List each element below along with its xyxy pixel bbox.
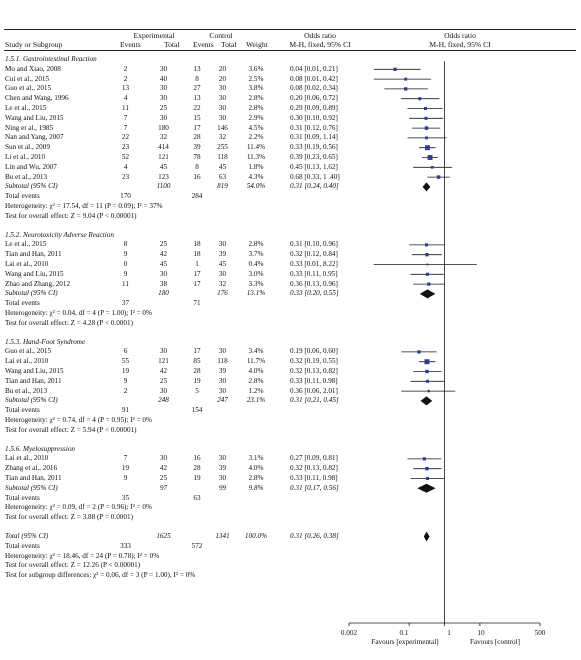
row-study-label: Le et al., 2015 bbox=[5, 240, 47, 249]
odds-ratio-cell: 0.29 [0.09, 0.89] bbox=[290, 104, 338, 112]
favours-experimental-label: Favours [experimental] bbox=[371, 638, 439, 646]
weight-cell: 2.2% bbox=[248, 133, 264, 142]
odds-ratio-cell: 0.32 [0.19, 0.55] bbox=[290, 357, 338, 366]
ctrl-events-cell: 28 bbox=[193, 367, 201, 375]
exp-total-cell: 30 bbox=[159, 454, 168, 463]
odds-ratio-cell: 0.39 [0.23, 0.65] bbox=[290, 153, 338, 161]
exp-events-cell: 19 bbox=[121, 464, 130, 473]
row-test-label: Test for overall effect: Z = 3.88 (P = 0.0001) bbox=[5, 513, 133, 522]
row-test-label: Test for overall effect: Z = 9.04 (P < 0.00001) bbox=[5, 211, 137, 220]
exp-total-cell: 30 bbox=[159, 269, 168, 278]
row-het-label: Heterogeneity: χ² = 0.74, df = 4 (P = 0.95); I² = 0% bbox=[5, 416, 153, 424]
odds-ratio-cell: 0.31 [0.10, 0.96] bbox=[290, 240, 338, 249]
tick-label-0: 0.002 bbox=[340, 629, 358, 637]
weight-cell: 2.8% bbox=[248, 94, 264, 103]
study-point bbox=[417, 350, 420, 353]
row-study-label: Tian and Han, 2011 bbox=[5, 376, 62, 385]
row-study-label: Bu et al., 2013 bbox=[5, 386, 48, 395]
weight-cell: 3.3% bbox=[248, 279, 264, 288]
study-column-header: Study or Subgroup bbox=[5, 40, 63, 49]
ctrl-events-cell: 27 bbox=[193, 84, 201, 93]
exp-events-cell: 13 bbox=[121, 84, 130, 93]
tick-label-1: 0.1 bbox=[399, 629, 409, 637]
study-point bbox=[418, 97, 421, 100]
odds-ratio-cell: 0.33 [0.01, 8.22] bbox=[290, 260, 338, 268]
or-header-method: M-H, fixed, 95% CI bbox=[289, 40, 351, 49]
ctrl-total-cell: 30 bbox=[218, 376, 227, 385]
weight-cell: 3.6% bbox=[248, 64, 264, 73]
exp-total-cell: 38 bbox=[159, 279, 168, 288]
weight-cell: 2.8% bbox=[248, 104, 264, 112]
ctrl-events-cell: 572 bbox=[191, 541, 203, 550]
ctrl-events-cell: 154 bbox=[191, 406, 203, 415]
exp-events-cell: 52 bbox=[121, 153, 130, 161]
ctrl-total-cell: 30 bbox=[218, 386, 227, 395]
ctrl-total-cell: 118 bbox=[217, 153, 228, 161]
ctrl-total-cell: 247 bbox=[217, 396, 228, 405]
odds-ratio-cell: 0.36 [0.13, 0.96] bbox=[290, 279, 338, 288]
row-het-label: Heterogeneity: χ² = 0.09, df = 2 (P = 0.96); I² = 0% bbox=[5, 503, 153, 512]
row-study-label: Guo et al., 2015 bbox=[5, 84, 52, 93]
exp-total-cell: 30 bbox=[159, 94, 168, 103]
odds-ratio-cell: 0.27 [0.09, 0.81] bbox=[290, 454, 338, 463]
exp-total-cell: 97 bbox=[159, 483, 168, 492]
odds-ratio-cell: 0.31 [0.09, 1.14] bbox=[290, 133, 338, 142]
row-het-label: Heterogeneity: χ² = 18.46, df = 24 (P = 0.78); I² = 0% bbox=[5, 551, 160, 560]
exp-total-cell: 30 bbox=[159, 347, 168, 356]
exp-events-cell: 11 bbox=[122, 104, 129, 112]
ctrl-events-header: Events bbox=[193, 40, 214, 49]
row-test-label: Test for subgroup differences: χ² = 0.06, df = 3 (P = 1.00), I² = 0% bbox=[5, 571, 196, 580]
plot-header-title: Odds ratio bbox=[444, 31, 476, 40]
ctrl-total-cell: 1341 bbox=[215, 532, 230, 540]
ctrl-events-cell: 78 bbox=[193, 153, 201, 161]
ctrl-total-cell: 30 bbox=[218, 94, 227, 103]
exp-events-cell: 333 bbox=[120, 541, 131, 550]
exp-events-cell: 7 bbox=[123, 454, 128, 463]
ctrl-total-cell: 146 bbox=[217, 123, 228, 132]
odds-ratio-cell: 0.31 [0.24, 0.40] bbox=[290, 182, 339, 191]
ctrl-events-cell: 39 bbox=[193, 143, 201, 152]
weight-cell: 9.8% bbox=[248, 483, 264, 492]
row-study-label: Lin and Wu, 2007 bbox=[5, 162, 57, 171]
exp-total-cell: 30 bbox=[159, 386, 168, 395]
exp-events-cell: 2 bbox=[123, 386, 128, 395]
weight-cell: 54.0% bbox=[246, 182, 266, 191]
row-subtotal-label: Subtotal (95% CI) bbox=[5, 396, 58, 405]
weight-cell: 3.7% bbox=[248, 250, 264, 259]
exp-total-cell: 414 bbox=[158, 143, 169, 152]
exp-events-cell: 4 bbox=[123, 94, 128, 103]
ctrl-events-cell: 17 bbox=[193, 123, 201, 132]
exp-total-cell: 25 bbox=[159, 376, 168, 385]
row-test-label: Test for overall effect: Z = 12.26 (P < 0.00001) bbox=[5, 561, 141, 570]
ctrl-total-cell: 255 bbox=[217, 143, 228, 152]
exp-events-cell: 2 bbox=[123, 64, 128, 73]
study-point bbox=[424, 107, 427, 110]
odds-ratio-cell: 0.68 [0.33, 1 .40] bbox=[290, 172, 340, 181]
exp-total-cell: 25 bbox=[159, 474, 168, 482]
exp-total-header: Total bbox=[164, 40, 180, 49]
row-events-label: Total events bbox=[5, 406, 40, 415]
plot-header-method: M-H, fixed, 95% CI bbox=[429, 40, 491, 49]
exp-total-cell: 123 bbox=[158, 172, 169, 181]
exp-total-cell: 1625 bbox=[156, 532, 171, 540]
row-study-label: Sun et al., 2009 bbox=[5, 143, 50, 152]
summary-diamond bbox=[423, 182, 431, 191]
odds-ratio-cell: 0.33 [0.11, 0.98] bbox=[290, 474, 338, 482]
exp-total-cell: 45 bbox=[159, 260, 168, 268]
exp-events-cell: 7 bbox=[123, 113, 128, 122]
exp-events-cell: 11 bbox=[122, 279, 129, 288]
ctrl-events-cell: 28 bbox=[193, 133, 201, 142]
study-point bbox=[404, 87, 407, 90]
ctrl-events-cell: 19 bbox=[193, 376, 201, 385]
row-het-label: Heterogeneity: χ² = 17.54, df = 11 (P = 0.09); I² = 37% bbox=[5, 202, 163, 210]
weight-cell: 4.0% bbox=[248, 367, 264, 375]
weight-cell: 2.5% bbox=[248, 74, 264, 83]
weight-cell: 11.4% bbox=[246, 143, 266, 152]
ctrl-total-cell: 32 bbox=[218, 133, 227, 142]
exp-total-cell: 45 bbox=[159, 162, 168, 171]
exp-total-cell: 121 bbox=[158, 357, 169, 366]
odds-ratio-cell: 0.31 [0.26, 0.38] bbox=[290, 532, 339, 540]
row-study-label: Wang and Liu, 2015 bbox=[5, 113, 64, 122]
row-test-label: Test for overall effect: Z = 4.28 (P < 0.0001) bbox=[5, 318, 133, 327]
row-total-label: Total (95% CI) bbox=[5, 532, 49, 540]
ctrl-events-cell: 18 bbox=[193, 250, 201, 259]
ctrl-events-cell: 17 bbox=[193, 279, 201, 288]
tick-label-3: 10 bbox=[477, 629, 485, 637]
row-study-label: Zhang et al., 2016 bbox=[5, 464, 58, 473]
odds-ratio-cell: 0.32 [0.12, 0.84] bbox=[290, 250, 338, 259]
row-subtotal-label: Subtotal (95% CI) bbox=[5, 483, 58, 492]
exp-events-cell: 0 bbox=[123, 260, 128, 268]
exp-events-cell: 22 bbox=[121, 133, 130, 142]
row-test-label: Test for overall effect: Z = 5.94 (P < 0.00001) bbox=[5, 425, 137, 434]
row-study-label: Guo et al., 2015 bbox=[5, 347, 52, 356]
weight-cell: 1.8% bbox=[248, 162, 264, 171]
row-events-label: Total events bbox=[5, 493, 40, 502]
ctrl-total-cell: 45 bbox=[218, 260, 227, 268]
exp-events-cell: 23 bbox=[121, 172, 130, 181]
exp-events-cell: 91 bbox=[121, 406, 130, 415]
weight-cell: 2.8% bbox=[248, 474, 264, 482]
exp-events-cell: 35 bbox=[121, 493, 130, 502]
row-study-label: Lai et al., 2010 bbox=[5, 260, 49, 268]
ctrl-total-cell: 819 bbox=[217, 182, 228, 191]
weight-cell: 3.4% bbox=[248, 347, 264, 356]
row-subtotal-label: Subtotal (95% CI) bbox=[5, 182, 58, 191]
row-title-label: 1.5.3. Hand-Foot Syndrome bbox=[5, 337, 86, 346]
weight-cell: 0.4% bbox=[248, 260, 264, 268]
study-point bbox=[425, 145, 430, 150]
study-point bbox=[425, 253, 428, 256]
weight-cell: 3.0% bbox=[248, 269, 264, 278]
study-point bbox=[426, 380, 429, 383]
exp-total-cell: 25 bbox=[159, 240, 168, 249]
study-point bbox=[426, 477, 429, 480]
exp-events-cell: 9 bbox=[123, 269, 128, 278]
odds-ratio-cell: 0.20 [0.06, 0.72] bbox=[290, 94, 338, 103]
exp-total-cell: 180 bbox=[158, 289, 169, 298]
exp-events-cell: 19 bbox=[121, 367, 130, 375]
ctrl-events-cell: 71 bbox=[193, 299, 201, 308]
row-study-label: Lai et al., 2010 bbox=[5, 357, 49, 366]
exp-events-cell: 37 bbox=[121, 299, 130, 308]
or-header-title: Odds ratio bbox=[304, 31, 336, 40]
exp-total-cell: 25 bbox=[159, 104, 168, 112]
ctrl-events-cell: 17 bbox=[193, 347, 201, 356]
study-point bbox=[423, 457, 426, 460]
weight-cell: 11.3% bbox=[246, 153, 266, 161]
study-point bbox=[437, 175, 440, 178]
ctrl-total-cell: 30 bbox=[218, 240, 227, 249]
row-study-label: Bu et al., 2013 bbox=[5, 172, 48, 181]
exp-events-cell: 23 bbox=[121, 143, 130, 152]
odds-ratio-cell: 0.32 [0.13, 0.82] bbox=[290, 464, 338, 473]
row-study-label: Ning et al., 1985 bbox=[5, 123, 54, 132]
study-point bbox=[425, 370, 428, 373]
experimental-header: Experimental bbox=[133, 31, 175, 40]
exp-total-cell: 180 bbox=[158, 123, 169, 132]
ctrl-total-cell: 39 bbox=[218, 367, 227, 375]
study-point bbox=[425, 126, 429, 130]
odds-ratio-cell: 0.33 [0.19, 0.56] bbox=[290, 143, 338, 152]
favours-control-label: Favours [control] bbox=[469, 638, 521, 646]
ctrl-total-cell: 118 bbox=[217, 357, 228, 366]
exp-events-header: Events bbox=[120, 40, 141, 49]
weight-cell: 2.8% bbox=[248, 240, 264, 249]
weight-cell: 3.1% bbox=[248, 454, 264, 463]
exp-total-cell: 248 bbox=[158, 396, 169, 405]
row-study-label: Wang and Liu, 2015 bbox=[5, 367, 64, 375]
study-point bbox=[425, 467, 428, 470]
weight-cell: 3.8% bbox=[248, 84, 264, 93]
ctrl-total-cell: 45 bbox=[218, 162, 227, 171]
weight-header: Weight bbox=[246, 40, 268, 49]
ctrl-events-cell: 8 bbox=[195, 74, 199, 83]
exp-events-cell: 55 bbox=[121, 357, 130, 366]
ctrl-events-cell: 85 bbox=[193, 357, 201, 366]
row-study-label: Chen and Wang, 1996 bbox=[5, 94, 69, 103]
weight-cell: 100.0% bbox=[244, 532, 268, 540]
odds-ratio-cell: 0.31 [0.21, 0.45] bbox=[290, 396, 339, 405]
exp-total-cell: 32 bbox=[159, 133, 168, 142]
ctrl-total-cell: 20 bbox=[218, 64, 227, 73]
exp-events-cell: 8 bbox=[123, 240, 128, 249]
exp-events-cell: 9 bbox=[123, 250, 128, 259]
weight-cell: 2.8% bbox=[248, 376, 264, 385]
odds-ratio-cell: 0.31 [0.17, 0.56] bbox=[290, 483, 339, 492]
study-point bbox=[404, 78, 407, 81]
tick-label-2: 1 bbox=[447, 629, 451, 637]
exp-events-cell: 9 bbox=[123, 474, 128, 482]
exp-events-cell: 170 bbox=[120, 192, 131, 201]
row-study-label: Nan and Yang, 2007 bbox=[5, 133, 64, 142]
ctrl-total-cell: 63 bbox=[218, 172, 227, 181]
exp-total-cell: 42 bbox=[159, 250, 168, 259]
odds-ratio-cell: 0.30 [0.10, 0.92] bbox=[290, 113, 338, 122]
weight-cell: 1.2% bbox=[248, 386, 264, 395]
exp-events-cell: 7 bbox=[123, 123, 128, 132]
ctrl-events-cell: 19 bbox=[193, 474, 201, 482]
ctrl-events-cell: 13 bbox=[193, 94, 201, 103]
ctrl-events-cell: 15 bbox=[193, 113, 201, 122]
odds-ratio-cell: 0.08 [0.02, 0.34] bbox=[290, 84, 338, 93]
ctrl-total-cell: 39 bbox=[218, 250, 227, 259]
weight-cell: 11.7% bbox=[246, 357, 266, 366]
odds-ratio-cell: 0.45 [0.13, 1.62] bbox=[290, 162, 338, 171]
exp-total-cell: 1100 bbox=[156, 182, 171, 191]
summary-diamond bbox=[424, 532, 430, 542]
study-point bbox=[427, 264, 429, 266]
ctrl-events-cell: 5 bbox=[195, 386, 199, 395]
row-study-label: Tian and Han, 2011 bbox=[5, 250, 62, 259]
weight-cell: 13.1% bbox=[246, 289, 266, 298]
weight-cell: 23.1% bbox=[246, 396, 266, 405]
study-point bbox=[431, 166, 434, 169]
row-study-label: Cui et al., 2015 bbox=[5, 74, 50, 83]
exp-total-cell: 121 bbox=[158, 153, 169, 161]
odds-ratio-cell: 0.33 [0.11, 0.98] bbox=[290, 376, 338, 385]
row-study-label: Mo and Xiao, 2008 bbox=[5, 64, 61, 73]
exp-total-cell: 30 bbox=[159, 84, 168, 93]
odds-ratio-cell: 0.33 [0.11, 0.95] bbox=[290, 269, 338, 278]
odds-ratio-cell: 0.08 [0.01, 0.42] bbox=[290, 74, 338, 83]
ctrl-events-cell: 16 bbox=[193, 454, 201, 463]
ctrl-events-cell: 18 bbox=[193, 240, 201, 249]
ctrl-events-cell: 13 bbox=[193, 64, 201, 73]
exp-total-cell: 42 bbox=[159, 464, 168, 473]
study-point bbox=[428, 155, 433, 160]
ctrl-total-cell: 30 bbox=[218, 474, 227, 482]
row-study-label: Zhao and Zhang, 2012 bbox=[5, 279, 71, 288]
exp-events-cell: 9 bbox=[123, 376, 128, 385]
ctrl-events-cell: 17 bbox=[193, 269, 201, 278]
row-title-label: 1.5.1. Gastrointestinal Reaction bbox=[5, 55, 97, 63]
row-subtotal-label: Subtotal (95% CI) bbox=[5, 289, 58, 298]
ctrl-total-cell: 20 bbox=[218, 74, 227, 83]
exp-total-cell: 42 bbox=[159, 367, 168, 375]
study-point bbox=[393, 68, 396, 71]
summary-diamond bbox=[421, 396, 433, 405]
ctrl-total-cell: 30 bbox=[218, 113, 227, 122]
ctrl-events-cell: 22 bbox=[193, 104, 201, 112]
weight-cell: 4.0% bbox=[248, 464, 264, 473]
exp-events-cell: 4 bbox=[123, 162, 128, 171]
row-title-label: 1.5.2. Neurotoxicity Adverse Reaction bbox=[5, 230, 114, 239]
ctrl-events-cell: 63 bbox=[193, 493, 201, 502]
ctrl-total-cell: 176 bbox=[217, 289, 228, 298]
ctrl-events-cell: 28 bbox=[193, 464, 201, 473]
study-point bbox=[428, 390, 430, 392]
ctrl-total-cell: 99 bbox=[218, 483, 227, 492]
row-study-label: Tian and Han, 2011 bbox=[5, 474, 62, 482]
summary-diamond bbox=[420, 289, 436, 298]
study-point bbox=[426, 273, 429, 276]
ctrl-total-cell: 30 bbox=[218, 84, 227, 93]
ctrl-total-cell: 30 bbox=[218, 104, 227, 112]
exp-events-cell: 2 bbox=[123, 74, 128, 83]
study-point bbox=[425, 243, 428, 246]
ctrl-events-cell: 8 bbox=[195, 162, 199, 171]
exp-total-cell: 30 bbox=[159, 64, 168, 73]
exp-total-cell: 40 bbox=[159, 74, 168, 83]
odds-ratio-cell: 0.04 [0.01, 0.21] bbox=[290, 64, 338, 73]
ctrl-total-cell: 39 bbox=[218, 464, 227, 473]
study-point bbox=[424, 117, 427, 120]
study-point bbox=[425, 359, 430, 364]
odds-ratio-cell: 0.19 [0.06, 0.60] bbox=[290, 347, 338, 356]
row-het-label: Heterogeneity: χ² = 0.04, df = 4 (P = 1.00); I² = 0% bbox=[5, 309, 153, 317]
row-title-label: 1.5.6. Myelosuppression bbox=[5, 444, 76, 453]
row-study-label: Li et al., 2010 bbox=[5, 153, 46, 161]
tick-label-4: 500 bbox=[534, 629, 546, 637]
ctrl-events-cell: 284 bbox=[191, 192, 203, 201]
study-point bbox=[425, 136, 428, 139]
ctrl-total-header: Total bbox=[221, 40, 237, 49]
control-header: Control bbox=[209, 31, 233, 40]
odds-ratio-cell: 0.36 [0.06, 2.01] bbox=[290, 386, 338, 395]
weight-cell: 4.3% bbox=[248, 172, 264, 181]
row-study-label: Le et al., 2015 bbox=[5, 104, 47, 112]
ctrl-total-cell: 30 bbox=[218, 269, 227, 278]
ctrl-total-cell: 30 bbox=[218, 454, 227, 463]
ctrl-events-cell: 1 bbox=[195, 260, 199, 268]
row-events-label: Total events bbox=[5, 192, 40, 201]
exp-total-cell: 30 bbox=[159, 113, 168, 122]
weight-cell: 2.9% bbox=[248, 113, 264, 122]
odds-ratio-cell: 0.33 [0.20, 0.55] bbox=[290, 289, 339, 298]
odds-ratio-cell: 0.32 [0.13, 0.82] bbox=[290, 367, 338, 375]
study-point bbox=[427, 283, 430, 286]
ctrl-total-cell: 32 bbox=[218, 279, 227, 288]
row-study-label: Wang and Liu, 2015 bbox=[5, 269, 64, 278]
exp-events-cell: 6 bbox=[123, 347, 128, 356]
row-study-label: Lai et al., 2010 bbox=[5, 454, 49, 463]
ctrl-total-cell: 30 bbox=[218, 347, 227, 356]
row-events-label: Total events bbox=[5, 299, 40, 308]
odds-ratio-cell: 0.31 [0.12, 0.76] bbox=[290, 123, 338, 132]
summary-diamond bbox=[417, 484, 435, 493]
row-events-label: Total events bbox=[5, 541, 40, 550]
weight-cell: 4.5% bbox=[248, 123, 264, 132]
ctrl-events-cell: 16 bbox=[193, 172, 201, 181]
